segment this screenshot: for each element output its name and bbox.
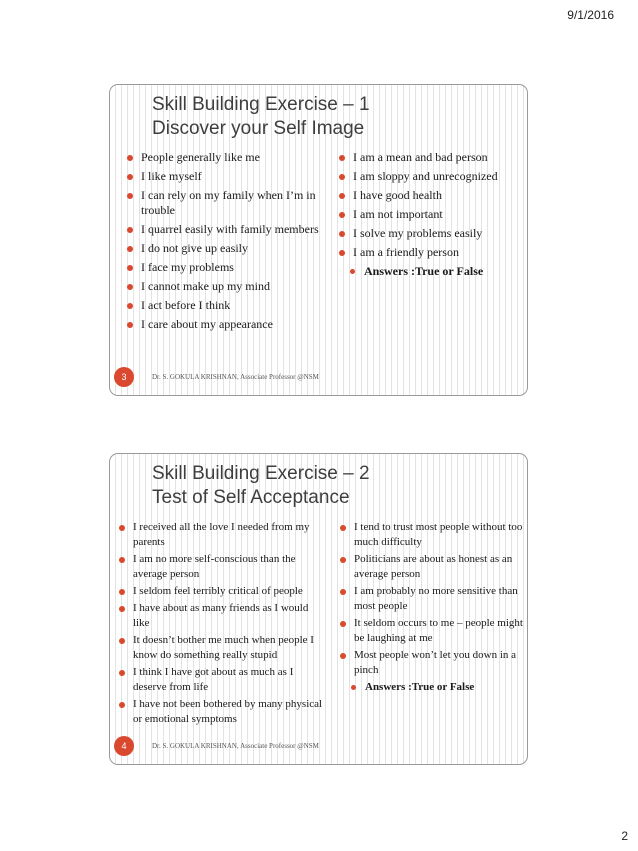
- slide-footer: Dr. S. GOKULA KRISHNAN, Associate Professor @NSM: [152, 742, 319, 750]
- list-item: I am sloppy and unrecognized: [338, 169, 524, 184]
- bullet-dot-icon: [127, 246, 133, 252]
- slide-number-badge: 4: [114, 736, 134, 756]
- answer-item: Answers :True or False: [349, 264, 524, 279]
- list-item: Politicians are about as honest as an average person: [339, 552, 524, 582]
- bullet-dot-icon: [340, 653, 346, 659]
- bullet-dot-icon: [119, 557, 125, 563]
- slide-subtitle-line: Discover your Self Image: [152, 118, 365, 139]
- list-item: I have about as many friends as I would like: [118, 601, 323, 631]
- list-item: I like myself: [126, 169, 322, 184]
- list-item: I am probably no more sensitive than most people: [339, 584, 524, 614]
- bullet-dot-icon: [127, 227, 133, 233]
- bullet-dot-icon: [127, 174, 133, 180]
- right-bullet-list: [339, 520, 524, 697]
- bullet-dot-icon: [127, 303, 133, 309]
- bullet-dot-icon: [119, 670, 125, 676]
- bullet-dot-icon: [119, 702, 125, 708]
- slide-number-badge: 3: [114, 367, 134, 387]
- bullet-dot-icon: [340, 621, 346, 627]
- list-item: I tend to trust most people without too much difficulty: [339, 520, 524, 550]
- bullet-dot-icon: [339, 174, 345, 180]
- bullet-dot-icon: [340, 589, 346, 595]
- list-item: I care about my appearance: [126, 317, 322, 332]
- list-item: I seldom feel terribly critical of people: [118, 584, 323, 599]
- bullet-dot-icon: [339, 212, 345, 218]
- answer-item: Answers :True or False: [350, 680, 524, 695]
- list-item: I have good health: [338, 188, 524, 203]
- bullet-dot-icon: [127, 193, 133, 199]
- slide-thumbnail: [109, 453, 528, 765]
- right-bullet-list: [338, 150, 524, 283]
- list-item: I do not give up easily: [126, 241, 322, 256]
- list-item: People generally like me: [126, 150, 322, 165]
- bullet-dot-icon: [350, 269, 355, 274]
- slide-footer: Dr. S. GOKULA KRISHNAN, Associate Professor @NSM: [152, 373, 319, 381]
- slide-thumbnail: [109, 84, 528, 396]
- list-item: I have not been bothered by many physical or emotional symptoms: [118, 697, 323, 727]
- bullet-dot-icon: [119, 525, 125, 531]
- list-item: I quarrel easily with family members: [126, 222, 322, 237]
- bullet-dot-icon: [119, 638, 125, 644]
- list-item: I act before I think: [126, 298, 322, 313]
- list-item: I am a friendly person: [338, 245, 524, 260]
- list-item: I am not important: [338, 207, 524, 222]
- bullet-dot-icon: [351, 685, 356, 690]
- bullet-dot-icon: [339, 231, 345, 237]
- bullet-dot-icon: [119, 589, 125, 595]
- bullet-dot-icon: [340, 525, 346, 531]
- list-item: I solve my problems easily: [338, 226, 524, 241]
- page-number: 2: [621, 829, 628, 843]
- list-item: It seldom occurs to me – people might be laughing at me: [339, 616, 524, 646]
- slide-title-line: Skill Building Exercise – 1: [152, 94, 370, 115]
- bullet-dot-icon: [339, 193, 345, 199]
- bullet-dot-icon: [127, 322, 133, 328]
- bullet-dot-icon: [127, 155, 133, 161]
- slide-title-line: Skill Building Exercise – 2: [152, 463, 370, 484]
- bullet-dot-icon: [339, 250, 345, 256]
- list-item: I am a mean and bad person: [338, 150, 524, 165]
- bullet-dot-icon: [119, 606, 125, 612]
- bullet-dot-icon: [340, 557, 346, 563]
- list-item: It doesn’t bother me much when people I know do something really stupid: [118, 633, 323, 663]
- slide-title: [152, 462, 512, 510]
- slide-subtitle-line: Test of Self Acceptance: [152, 487, 350, 508]
- list-item: I received all the love I needed from my parents: [118, 520, 323, 550]
- list-item: I am no more self-conscious than the average person: [118, 552, 323, 582]
- list-item: I cannot make up my mind: [126, 279, 322, 294]
- list-item: Most people won’t let you down in a pinch: [339, 648, 524, 678]
- page-date: 9/1/2016: [567, 8, 614, 22]
- list-item: I face my problems: [126, 260, 322, 275]
- bullet-dot-icon: [339, 155, 345, 161]
- left-bullet-list: [126, 150, 322, 336]
- bullet-dot-icon: [127, 265, 133, 271]
- list-item: I can rely on my family when I’m in trouble: [126, 188, 322, 218]
- bullet-dot-icon: [127, 284, 133, 290]
- list-item: I think I have got about as much as I deserve from life: [118, 665, 323, 695]
- slide-title: [152, 93, 512, 141]
- left-bullet-list: [118, 520, 323, 729]
